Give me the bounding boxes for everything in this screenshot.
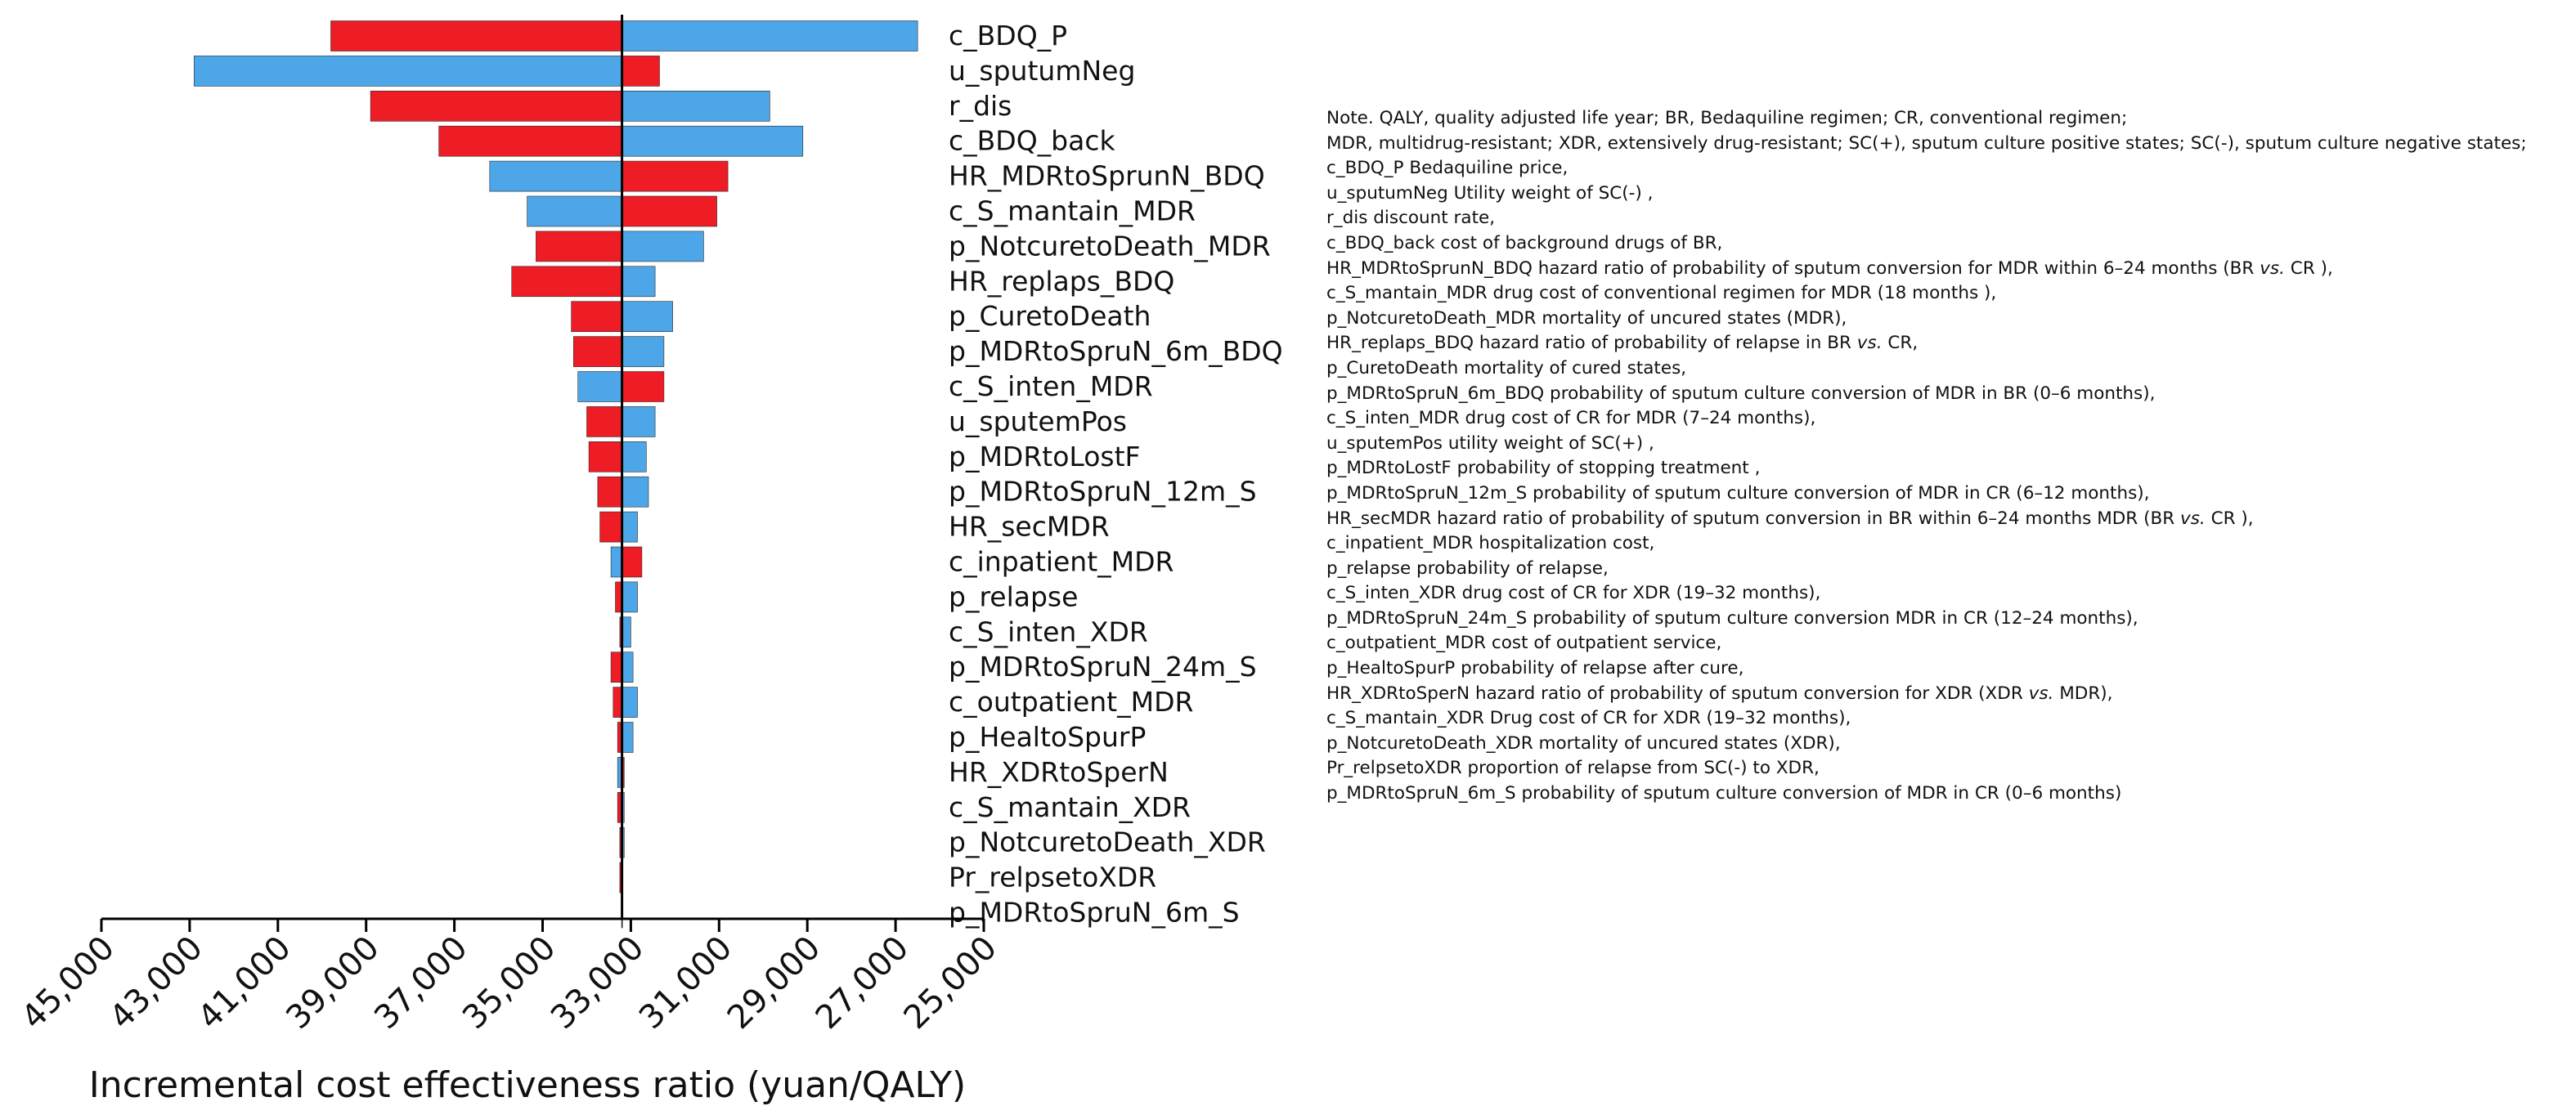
note-line: p_CuretoDeath mortality of cured states,: [1326, 357, 1687, 378]
bar-blue-hr-mdrtosprunn-bdq: [490, 161, 622, 191]
parameter-label: HR_secMDR: [949, 510, 1110, 543]
note-line: Pr_relpsetoXDR proportion of relapse from SC(-) to XDR,: [1326, 758, 1820, 779]
bar-blue-c-s-inten-xdr: [622, 617, 631, 647]
note-line: c_outpatient_MDR cost of outpatient service,: [1326, 633, 1722, 654]
bar-red-hr-replaps-bdq: [512, 266, 622, 297]
bar-red-c-s-mantain-mdr: [622, 196, 717, 226]
note-line: c_S_inten_MDR drug cost of CR for MDR (7–24 months),: [1326, 408, 1816, 429]
parameter-label: c_S_mantain_MDR: [949, 195, 1196, 227]
parameter-label: p_NotcuretoDeath_XDR: [949, 826, 1266, 858]
bar-blue-c-outpatient-mdr: [622, 687, 638, 718]
bar-blue-c-bdq-back: [622, 126, 803, 156]
bar-blue-c-inpatient-mdr: [611, 547, 622, 577]
note-line: HR_replaps_BDQ hazard ratio of probability of relapse in BR vs. CR,: [1326, 333, 1919, 354]
bar-blue-p-healtospurp: [622, 723, 634, 753]
parameter-label: p_MDRtoLostF: [949, 440, 1141, 472]
note-line: p_NotcuretoDeath_XDR mortality of uncured states (XDR),: [1326, 732, 1841, 754]
x-tick-label: 31,000: [631, 929, 740, 1037]
bar-red-c-bdq-p: [331, 21, 622, 51]
note-line: p_MDRtoSpruN_24m_S probability of sputum culture conversion MDR in CR (12–24 months),: [1326, 607, 2138, 629]
x-tick-label: 39,000: [279, 929, 387, 1037]
bar-red-p-mdrtolostf: [589, 441, 622, 472]
bar-blue-p-mdrtosprun-24m-s: [622, 652, 634, 683]
bar-red-c-inpatient-mdr: [622, 547, 642, 577]
note-line: p_NotcuretoDeath_MDR mortality of uncured states (MDR),: [1326, 307, 1847, 329]
parameter-label: HR_XDRtoSperN: [949, 755, 1169, 788]
note-line: p_MDRtoSpruN_6m_S probability of sputum culture conversion of MDR in CR (0–6 months): [1326, 783, 2122, 804]
parameter-label: HR_replaps_BDQ: [949, 265, 1175, 298]
x-axis: [15, 919, 1004, 1037]
note-line: r_dis discount rate,: [1326, 208, 1496, 229]
bar-blue-p-mdrtosprun-12m-s: [622, 477, 648, 507]
bar-blue-u-sputempos: [622, 406, 656, 437]
note-line: p_HealtoSpurP probability of relapse after cure,: [1326, 658, 1744, 679]
parameter-label: c_S_inten_MDR: [949, 370, 1153, 402]
parameter-label: p_HealtoSpurP: [949, 721, 1147, 753]
note-line: HR_MDRtoSprunN_BDQ hazard ratio of probability of sputum conversion for MDR within 6–24 months (BR vs. CR ),: [1326, 257, 2333, 279]
parameter-labels: [949, 20, 1283, 929]
parameter-label: c_inpatient_MDR: [949, 545, 1174, 578]
x-tick-label: 45,000: [14, 929, 123, 1037]
x-tick-label: 25,000: [896, 929, 1005, 1037]
parameter-label: p_MDRtoSpruN_6m_BDQ: [949, 335, 1283, 368]
x-tick-label: 41,000: [191, 929, 298, 1037]
parameter-label: p_NotcuretoDeath_MDR: [949, 230, 1271, 262]
x-tick-label: 43,000: [102, 929, 210, 1037]
note-line: c_S_mantain_MDR drug cost of conventional regimen for MDR (18 months ),: [1326, 283, 1997, 304]
note-line: c_S_inten_XDR drug cost of CR for XDR (19–32 months),: [1326, 583, 1821, 604]
note-line: u_sputumNeg Utility weight of SC(-) ,: [1326, 182, 1654, 204]
bar-red-hr-secmdr: [600, 512, 622, 542]
bar-red-p-notcuretodeath-mdr: [536, 231, 622, 262]
parameter-label: u_sputemPos: [949, 405, 1127, 437]
note-line: HR_secMDR hazard ratio of probability of sputum conversion in BR within 6–24 months MDR (BR vs. CR ),: [1326, 508, 2254, 529]
bar-blue-hr-secmdr: [622, 512, 638, 542]
bars-group: [194, 21, 918, 929]
parameter-label: c_S_inten_XDR: [949, 616, 1148, 648]
note-line: c_S_mantain_XDR Drug cost of CR for XDR (19–32 months),: [1326, 708, 1851, 729]
parameter-label: u_sputumNeg: [949, 54, 1136, 87]
bar-blue-c-bdq-p: [622, 21, 918, 51]
bar-red-c-outpatient-mdr: [613, 687, 622, 718]
parameter-label: p_MDRtoSpruN_12m_S: [949, 475, 1257, 508]
parameter-label: c_BDQ_back: [949, 124, 1115, 157]
bar-red-u-sputumneg: [622, 56, 660, 86]
note-line: p_MDRtoSpruN_12m_S probability of sputum culture conversion of MDR in CR (6–12 months),: [1326, 482, 2150, 504]
parameter-label: c_outpatient_MDR: [949, 686, 1194, 719]
parameter-label: Pr_relpsetoXDR: [949, 861, 1157, 893]
bar-blue-p-mdrtolostf: [622, 441, 647, 472]
bar-blue-p-notcuretodeath-mdr: [622, 231, 704, 262]
parameter-label: c_S_mantain_XDR: [949, 790, 1192, 823]
bar-red-hr-mdrtosprunn-bdq: [622, 161, 729, 191]
note-line: u_sputemPos utility weight of SC(+) ,: [1326, 432, 1654, 454]
bar-blue-u-sputumneg: [194, 56, 622, 86]
note-line: HR_XDRtoSperN hazard ratio of probability of sputum conversion for XDR (XDR vs. MDR),: [1326, 683, 2113, 704]
note-line: c_BDQ_back cost of background drugs of BR,: [1326, 232, 1723, 253]
bar-red-c-bdq-back: [439, 126, 622, 156]
parameter-label: p_relapse: [949, 580, 1079, 613]
note-line: p_MDRtoSpruN_6m_BDQ probability of sputum culture conversion of MDR in BR (0–6 months),: [1326, 383, 2156, 404]
note-line: p_MDRtoLostF probability of stopping treatment ,: [1326, 458, 1761, 479]
parameter-label: p_MDRtoSpruN_24m_S: [949, 651, 1257, 683]
parameter-label: p_CuretoDeath: [949, 300, 1151, 333]
bar-red-u-sputempos: [587, 406, 622, 437]
parameter-label: p_MDRtoSpruN_6m_S: [949, 896, 1240, 929]
bar-blue-hr-replaps-bdq: [622, 266, 656, 297]
note-legend: [1326, 106, 2561, 807]
x-tick-label: 27,000: [808, 929, 917, 1037]
note-line: c_BDQ_P Bedaquiline price,: [1326, 158, 1568, 179]
parameter-label: c_BDQ_P: [949, 20, 1068, 51]
x-tick-label: 35,000: [456, 929, 563, 1037]
bar-red-p-mdrtosprun-24m-s: [611, 652, 622, 683]
note-line: MDR, multidrug-resistant; XDR, extensively drug-resistant; SC(+), sputum culture positive states; SC(-), sputum culture negative states;: [1326, 132, 2527, 154]
bar-red-r-dis: [370, 91, 622, 121]
bar-red-p-mdrtosprun-6m-bdq: [573, 337, 622, 367]
bar-blue-c-s-inten-mdr: [578, 372, 622, 402]
bar-red-c-s-inten-mdr: [622, 372, 664, 402]
bar-blue-p-curetodeath: [622, 302, 673, 332]
x-axis-title: Incremental cost effectiveness ratio (yuan/QALY): [88, 1064, 967, 1106]
bar-blue-c-s-mantain-mdr: [527, 196, 622, 226]
bar-red-p-curetodeath: [572, 302, 622, 332]
bar-blue-p-mdrtosprun-6m-bdq: [622, 337, 664, 367]
parameter-label: HR_MDRtoSprunN_BDQ: [949, 159, 1265, 192]
note-line: Note. QALY, quality adjusted life year; BR, Bedaquiline regimen; CR, conventional regimen;: [1326, 108, 2128, 128]
note-line: c_inpatient_MDR hospitalization cost,: [1326, 533, 1655, 554]
note-line: p_relapse probability of relapse,: [1326, 558, 1609, 579]
x-tick-label: 29,000: [720, 929, 828, 1037]
x-tick-label: 33,000: [543, 929, 652, 1037]
bar-blue-p-relapse: [622, 582, 638, 612]
x-tick-label: 37,000: [367, 929, 475, 1037]
parameter-label: r_dis: [949, 89, 1012, 122]
bar-red-p-mdrtosprun-12m-s: [598, 477, 622, 507]
bar-blue-r-dis: [622, 91, 770, 121]
